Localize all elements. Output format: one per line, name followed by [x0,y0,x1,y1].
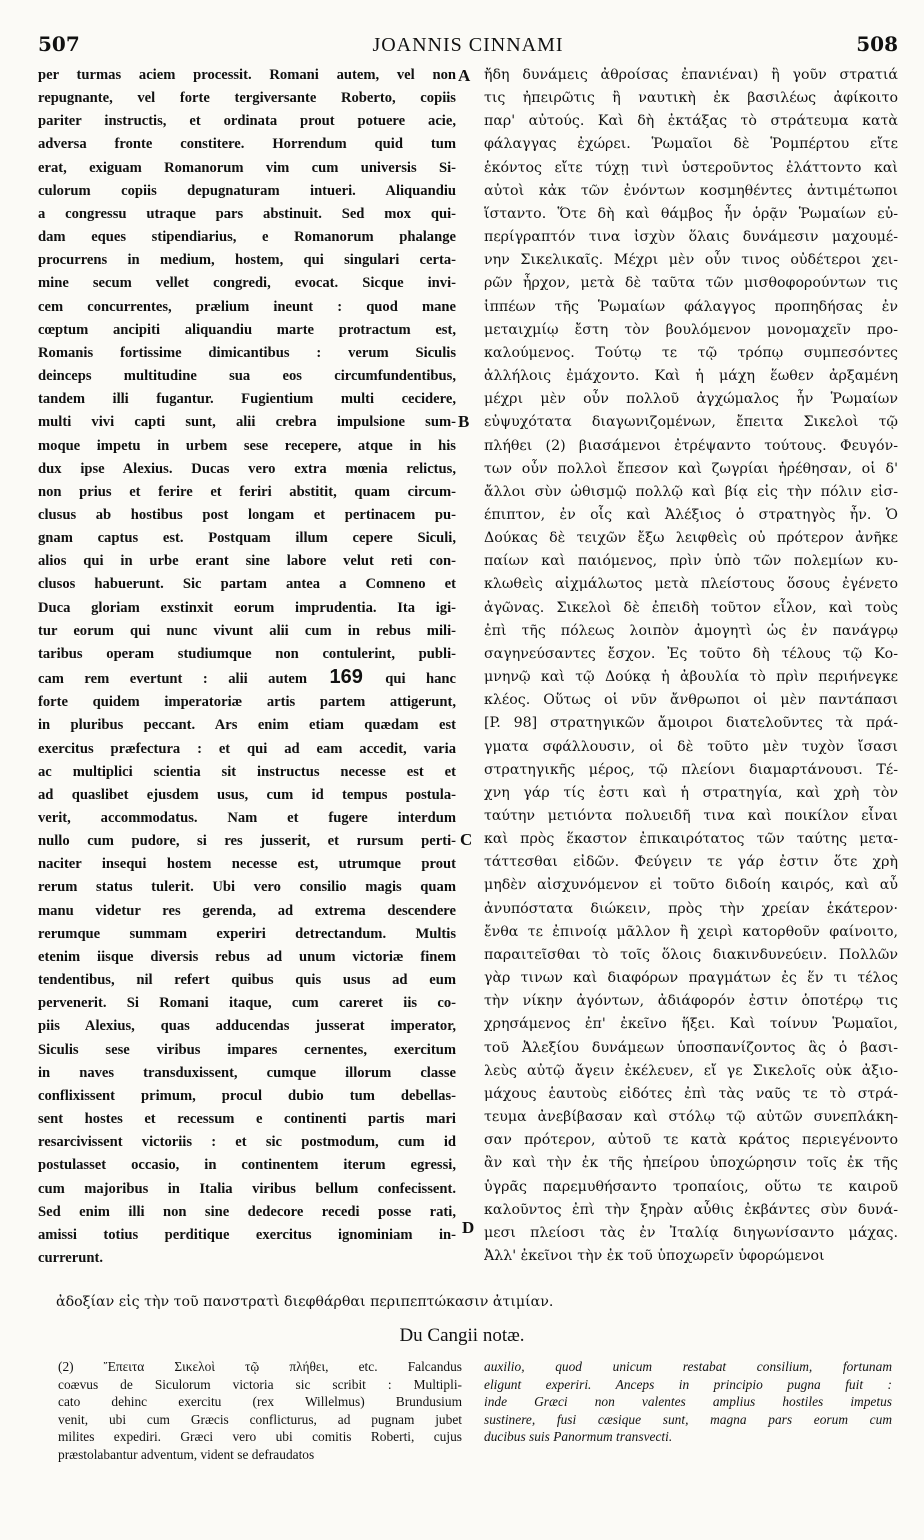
greek-text-line: ἑκόντος εἴτε τύχῃ τινὶ ὑστεροῦντος ἐλάττοντο καὶ [484,159,898,176]
latin-text-line: verit, accommodatus. Nam et fugere interdum [38,810,456,826]
section-marker-a: A [458,66,471,85]
greek-text-line: ἀνυπόστατα διώκειν, πρὸς τὴν χρείαν ἑκάτερον· [484,900,898,917]
latin-text-line: tur eorum qui nunc vivunt alii cum in rebus mili- [38,622,456,639]
latin-text-line: gnam captus est. Postquam illum cepere Siculi, [38,530,456,547]
greek-text-line: τάττεσθαι εἰδῶν. Φεύγειν τε γάρ ἐστιν ὅτε χρὴ [484,854,898,871]
greek-text-line: ἀγῶνας. Σικελοὶ δὲ ἐπειδὴ τοῦτον εἷλον, καὶ τοὺς [484,599,898,616]
latin-text-line: sent hostes et recessum e continenti partis mari [38,1111,456,1128]
latin-text-line: forte quidem imperatoriæ artis partem attigerunt, [38,694,456,711]
greek-text-line: πλήθει (2) βιασάμενοι ἐτρέψαντο τούτους. Φευγόν- [484,437,898,454]
greek-text-line: τευμα ἀνεβίβασαν καὶ στόλῳ τῷ αὐτῶν συνεπλάκη- [484,1109,898,1126]
greek-text-line: μάχους ἑαυτοὺς εἰδότες ἐπὶ τὰς ναῦς τε τὸ στρά- [484,1085,898,1102]
latin-text-line: conflixissent primum, procul dubio tum debellas- [38,1087,456,1104]
latin-text-line: clusos habuerunt. Sic partam antea a Comneno et [38,576,456,593]
latin-text-line: moque impetu in urbem sese recepere, atque in his [38,437,456,454]
greek-text-line: καὶ πρὸς ἕκαστον ἐπικαιρότατος τῶν ταύτης μετα- [484,831,898,848]
latin-text-line: piis Alexius, quas adducendas jusserat imperator, [38,1018,456,1035]
greek-text-line: μηδὲν αἰσχυνόμενον εἰ τοῦτο διδοίη καιρός, καὶ αὖ [484,877,898,894]
greek-text-line: ἱππέων τῆς Ῥωμαίων φάλαγγος προπηδήσας ἐν [484,298,898,315]
latin-text-line: tandem illi fugantur. Fugientium multi cecidere, [38,391,456,408]
latin-text-line: currerunt. [38,1249,103,1266]
note-line: (2) Ἔπειτα Σικελοὶ τῷ πλήθει, etc. Falcandus [58,1359,462,1374]
greek-text-line: αὐτοὶ κἀκ τῶν ἐνόντων κοσμηθέντες ἀντιμέτωποι [484,182,898,199]
latin-text-line: cam rem evertunt : alii autem 169 qui hanc [38,666,456,689]
latin-text-line: alios qui in urbe erant sine labore velut reti con- [38,553,456,570]
latin-text-line: ac multiplici scientia sit instructus necesse est et [38,763,456,780]
greek-text-line: μεσι πλείοσι τὰς ἐν Ἰταλίᾳ διηγωνίσαντο μάχας. [484,1224,898,1241]
greek-text-line: μεταιχμίῳ ἔστη τὸν βουλόμενον μονομαχεῖν προ- [484,321,898,338]
greek-text-line: γματα σφάλλουσιν, οἱ δὲ τοῦτο μὲν τυχὸν ἴσασι [484,738,898,755]
latin-text-line: per turmas aciem processit. Romani autem, vel non [38,67,456,83]
greek-text-line: ταύτην μετιόντα πολυειδῆ τινα καὶ ποικίλον εἶναι [484,808,898,824]
greek-text-line: στρατηγικῆς μέρος, τῷ πλείονι διαμαρτάνουσι. Τέ- [484,761,898,778]
latin-text-line: clusus ab hostibus post longam et pertinacem pu- [38,506,456,523]
greek-text-line: σαγηνεύσαντες ἔσχον. Ἐς τοῦτο δὴ τέλους τῷ Κο- [484,645,898,662]
greek-text-line: καλοῦντος ἐπὶ τὴν ξηρὰν αὖθις ἐκβάντες σὺν δυνά- [484,1201,898,1218]
latin-text-line: tendentibus, nil refert quibus quis usus ad eum [38,972,456,989]
latin-text-line: pariter instructis, et ordinata prout potuere acie, [38,113,456,130]
running-title: JOANNIS CINNAMI [372,34,564,56]
greek-text-line: ἄλλοι σὺν ὠθισμῷ πολλῷ καὶ βίᾳ εἰς τὴν πόλιν εἰσ- [484,483,898,500]
latin-text-line: nullo cum pudore, si res jusserit, et rursum perti- [38,833,456,850]
note-line: ducibus suis Panormum transvecti. [484,1429,673,1445]
greek-column [484,64,898,1268]
greek-text-line: φάλαγγας ἐχώρει. Ῥωμαῖοι δὲ Ῥομπέρτου εἴτε [484,136,898,153]
note-line: eligunt experiri. Anceps in principio pugna fuit : [484,1376,892,1392]
greek-text-line: γὰρ τινων καὶ διαφόρων πραγμάτων ἐς ἕν τι τέλος [484,970,898,987]
greek-text-line: έπιπτον, ἐν οἷς καὶ Ἀλέξιος ὁ στρατηγὸς ἦν. Ὁ [484,506,898,523]
greek-text-line: νην Σικελικαῖς. Μέχρι μὲν οὖν τινος οὐδέτεροι χει- [484,252,898,269]
greek-text-line: ρῶν ἦρχον, μετὰ δὲ ταῦτα τῶν μισθοφορούντων τις [484,275,898,292]
greek-text-line: ἂν καὶ τὴν ἐκ τῆς ἠπείρου ὑποχώρησιν τοῖς ἐκ τῆς [484,1155,898,1172]
latin-text-line: Duca gloriam exstinxit eorum imprudentia. Ita igi- [38,599,456,616]
latin-text-line: adversa fronte constitere. Horrendum quid tum [38,136,456,153]
latin-text-line: amissi totius perditique exercitus ignominiam in- [38,1226,456,1243]
latin-text-line: naciter insequi hostem necesse est, utrumque prout [38,856,456,873]
notes-left-column [58,1358,462,1464]
latin-text-line: erat, exiguam Romanorum vim cum universis Si- [38,159,456,176]
latin-text-line: a congressu utraque pars abstinuit. Sed mox qui- [38,205,456,222]
latin-text-line: cum majoribus in Italia viribus bellum confecissent. [38,1180,456,1197]
latin-text-line: exercitus præfectura : et qui ad eam accedit, varia [38,740,456,757]
greek-text-line: χρησάμενος ἐπ' ἐκεῖνο ἥξει. Καὶ τοίνυν Ῥωμαῖοι, [484,1016,898,1033]
greek-text-line: παρ' αὐτούς. Καὶ δὴ ἐκτάξας τὸ στράτευμα κατὰ [484,113,898,130]
page-header [38,32,898,60]
latin-text-line: in pluribus peccant. Ars enim etiam quædam est [38,717,456,734]
section-marker-d: D [462,1218,475,1237]
latin-text-line: cem concurrentes, prælium ineunt : quod mane [38,298,456,315]
latin-text-line: pervenerit. Si Romani itaque, cum careret iis co- [38,995,456,1012]
greek-text-line: Ἀλλ' ἐκεῖνοι τὴν ἐκ τοῦ ὑποχωρεῖν ὑφορώμενοι [484,1247,825,1264]
note-line: venit, ubi cum Græcis conflicturus, ad pugnam jubet [58,1411,462,1427]
latin-text-line: multi vivi capti sunt, alii crebra impulsione sum- [38,414,456,431]
latin-text-line: culorum copiis depugnaturam intueri. Aliquandiu [38,182,456,199]
section-marker-b: B [458,412,470,431]
latin-text-line: dux ipse Alexius. Ducas vero extra mœnia relictus, [38,460,456,477]
greek-text-line: ὑγρᾶς παρεμυθήσαντο τροπαίοις, οὕτω τε καιροῦ [484,1178,898,1195]
greek-text-line: παραιτεῖσθαι τὸ τοῖς ὅλοις διακινδυνεύειν. Πολλῶν [484,946,898,963]
latin-text-line: in naves transduxissent, cumque illorum classe [38,1064,456,1081]
latin-text-line: ad quaslibet ejusdem usus, cum id tempus postula- [38,786,456,803]
note-line: inde Græci non valentes amplius hostiles impetus [484,1394,892,1410]
greek-text-line: των οὖν πολλοὶ ἔπεσον καὶ ζωγρίαι ἠρέθησαν, οἱ δ' [484,460,898,477]
note-line: auxilio, quod unicum restabat consilium, fortunam [484,1359,892,1374]
greek-text-line: ἀλλήλοις ἐμάχοντο. Καὶ ἡ μάχη ἕωθεν ἀρξαμένη [484,368,898,385]
greek-text-line: τις ἠπειρῶτις ἢ ναυτικὴ ἐκ βασιλέως ἀφίκοιτο [484,90,898,107]
greek-text-line: περίγραπτόν τινα ἰσχὺν ὅλαις δυνάμεσιν μαχουμέ- [484,229,898,246]
greek-text-line: Δούκας δὲ τειχῶν ἔξω λειφθεὶς οὐ πρότερον ἀνῆκε [484,530,898,547]
latin-inline-tail: qui hanc [385,671,456,688]
latin-text-line: Romanis fortissime dimicantibus : verum Siculis [38,344,456,361]
folio-number: 169 [307,666,386,689]
page-number-right: 508 [856,32,898,56]
greek-text-line: [P. 98] στρατηγικῶν ἄμοιροι διατελοῦντες τὰ πρά- [484,715,898,732]
greek-text-line: μέχρι μὲν οὖν πολλοῦ ἀγχώμαλος ἦν Ῥωμαίων [484,391,898,408]
greek-text-line: καλούμενος. Τούτῳ τε τῷ τρόπῳ συμπεσόντες [484,344,898,361]
greek-text-line: τὴν νίκην ἀγόντων, ἀδιάφορόν ἐστιν ὁποτέρῳ τις [484,993,898,1010]
latin-text-line: postulasset occasio, in continentem iterum egressi, [38,1157,456,1174]
latin-text-line: deinceps multitudine sua eos circumfundentibus, [38,368,456,385]
note-line: cato dehinc exercitu (rex Willelmus) Brundusium [58,1394,462,1410]
greek-text-line: τοῦ Ἀλεξίου δυνάμεων ὑποσπανίζοντος ἃς ὁ βασι- [484,1039,898,1056]
latin-text-line: rerumque summam experiri detrectandum. Multis [38,925,456,942]
greek-text-line: ἤδη δυνάμεις ἀθροίσας ἐπανιέναι) ἢ γοῦν στρατιά [484,67,898,83]
latin-text-line: repugnante, vel forte tergiversante Roberto, copiis [38,90,456,107]
latin-column [38,64,456,1270]
page-number-left: 507 [38,32,80,56]
notes-right-column [484,1358,892,1446]
latin-text-line: taribus operam studiumque non contulerint, publi- [38,645,456,662]
greek-text-line: λεὺς αὐτῷ ἄγειν ἐκέλευεν, εἴ γε Σικελοῖς οὐκ ἀξιο- [484,1062,898,1079]
greek-text-line: μνηνῷ καὶ τῷ Δούκᾳ ἡ ἀβουλία τὸ πρὶν περιήνεγκε [484,669,898,686]
notes-heading: Du Cangii notæ. [399,1325,525,1346]
section-marker-c: C [460,830,473,849]
latin-text-line: mine secum vellet congredi, evocat. Sicque invi- [38,275,456,292]
greek-text-line: κλέος. Οὕτως οἱ νῦν ἄνθρωποι οἱ μὲν παντάπασι [484,692,898,709]
latin-text-line: non prius et ferire et feriri abstitit, quam circum- [38,483,456,500]
greek-text-line: ἔνθα τε ἐπινοίᾳ μᾶλλον ἢ χειρὶ κατορθοῦν φαίνοιτο, [484,923,898,940]
latin-text-line: dam eques stipendiarius, e Romanorum phalange [38,229,456,246]
greek-text-line: παίων καὶ παιόμενος, πρὶν ὑπὸ τῶν πολεμίων κυ- [484,553,898,570]
latin-text-line: cœptum ancipiti aliquandiu marte protractum est, [38,321,456,338]
latin-text-line: manu videtur res gerenda, ad extrema descendere [38,902,456,919]
greek-text-line: ἐπὶ τῆς πόλεως λοιπὸν ἀμογητὶ ὡς ἐν πανάγρῳ [484,622,898,639]
latin-text-line: Siculis sese viribus impares cernentes, exercitum [38,1041,456,1058]
greek-text-line: εὐψυχότατα διαγωνιζομένων, ἔπειτα Σικελοὶ τῷ [484,414,898,431]
note-line: milites expediri. Græci vero ubi comitis Roberti, cujus [58,1429,462,1445]
greek-text-line: κλωθεὶς αἰχμάλωτος μετὰ πλείστους ὅσους ἐγένετο [484,576,898,593]
latin-text-line: procurrens in medium, hostem, qui singulari certa- [38,252,456,269]
greek-text-line: χνη γάρ τίς ἐστι καὶ ἡ στρατηγία, καὶ χρὴ τὸν [484,784,898,801]
greek-text-line: ἵσταντο. Ὅτε δὴ καὶ θάμβος ἦν ὁρᾷν Ῥωμαίων εὐ- [484,205,898,222]
note-line: sustinere, fusi cæsique sunt, magna pars eorum cum [484,1411,892,1427]
note-line: coævus de Siculorum victoria sic scribit : Multipli- [58,1376,462,1392]
latin-text-line: etenim iisque diversis rebus ad unum victoriæ finem [38,948,456,965]
latin-text-line: Sed enim illi non sine dedecore recedi posse rati, [38,1203,456,1220]
latin-text-line: resarcivissent victoriis : et sic postmodum, cum id [38,1134,456,1151]
full-width-greek-line: ἀδοξίαν εἰς τὴν τοῦ πανστρατὶ διεφθάρθαι περιπεπτώκασιν ἀτιμίαν. [56,1294,554,1310]
latin-text-line: rerum status tulerit. Ubi vero consilio magis quam [38,879,456,896]
greek-text-line: σαν πρότερον, αὐτοῦ τε κατὰ κράτος περιεγένοντο [484,1132,898,1149]
note-line: præstolabantur adventum, vident se defraudatos [58,1446,315,1462]
